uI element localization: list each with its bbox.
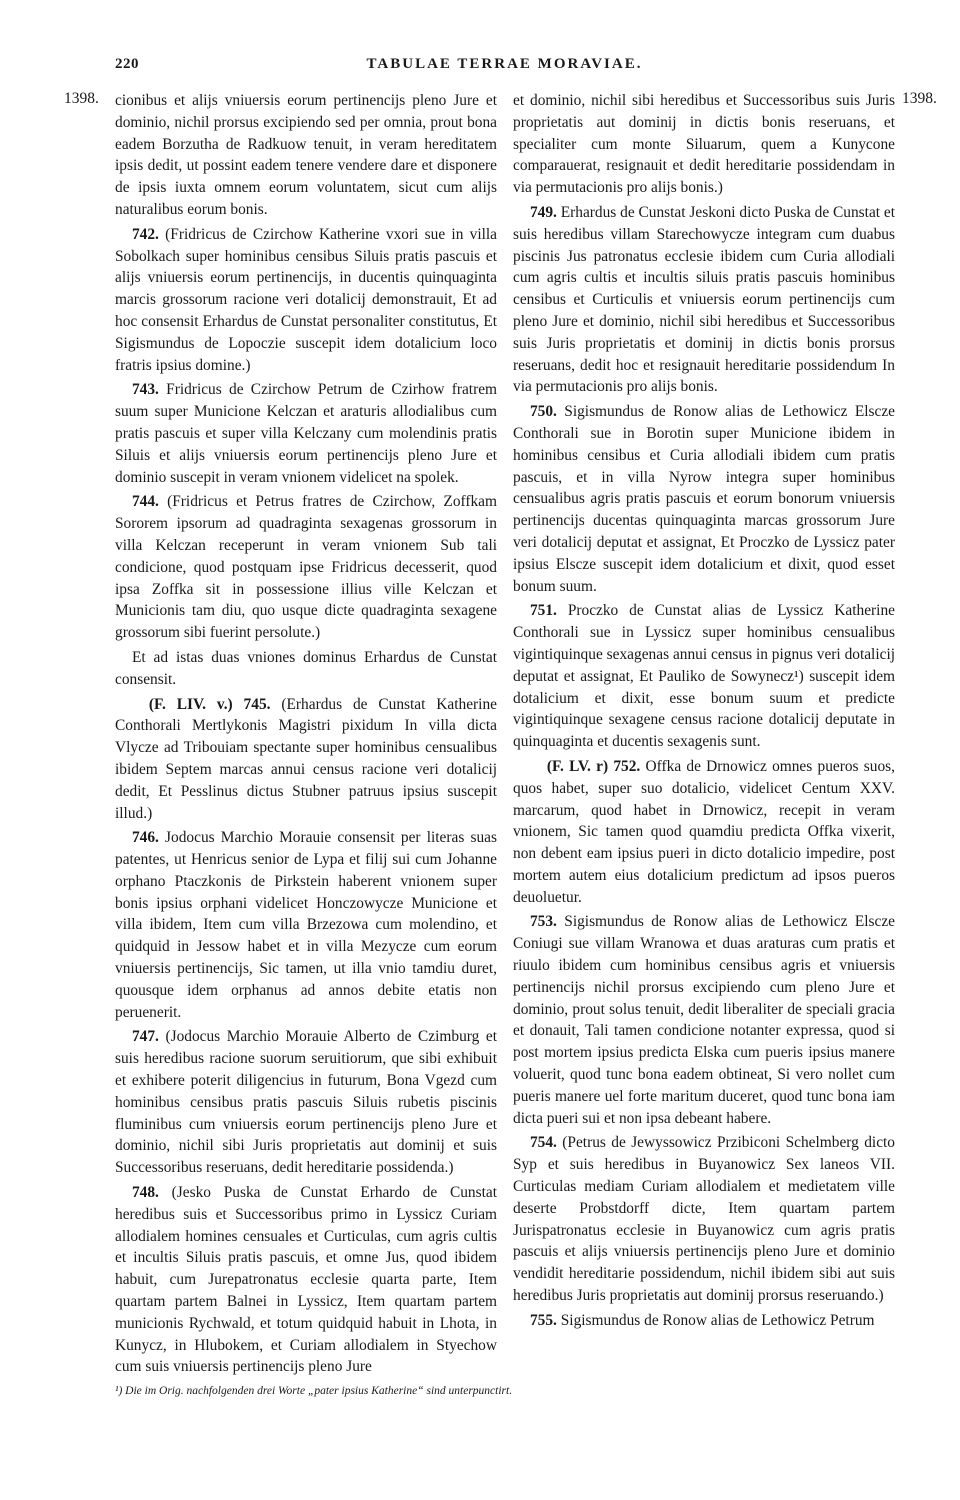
entry-text: et dominio, nichil sibi heredibus et Successoribus suis Juris proprietatis aut dominij in dictis bonis reseruans, et specialiter cum monte Siluarum, quem a Kunycone comparauerat, resignauit et dedit hereditarie possidendam in via permutacionis pro alijs bonis.) — [513, 92, 895, 197]
entry-number: 749. — [529, 203, 557, 221]
entry-paragraph — [115, 491, 497, 644]
entry-text: Proczko de Cunstat alias de Lyssicz Katherine Conthorali sue in Lyssicz super hominibus censualibus vigintiquinque sexagenas annui census in pignus veri dotalicij deputat et assignat, Et Pauliko de Sowynecz¹) suscepit idem dotalicium et dixit, esse bonum suum et predicte vigintiquinque sexagene census racione dotalicij deputate in quinquaginta et ducentis sexagenis sunt. — [513, 602, 895, 751]
entry-paragraph — [115, 827, 497, 1023]
entry-number: 747. — [131, 1028, 159, 1046]
entry-number: 748. — [131, 1184, 159, 1202]
entry-text: cionibus et alijs vniuersis eorum pertinencijs pleno Jure et dominio, nichil prorsus excipiendo sed per omnia, prout bona eadem Borzutha de Radkuow tenuit, in veram hereditatem ipsis dedit, ut possint eadem tenere vendere dare et disponere de ipsis iuxta omnem eorum voluntatem, sicut cum alijs naturalibus eorum bonis. — [115, 92, 497, 218]
entry-text: Fridricus de Czirchow Petrum de Czirhow fratrem suum super Municione Kelczan et araturis allodialibus cum pratis pascuis et super villa Kelczany cum molendinis pratis Siluis et alijs vniuersis eorum pertinencijs pleno Jure et dominio suscepit in veram vnionem videlicet na spolek. — [115, 381, 497, 486]
entry-text: Erhardus de Cunstat Jeskoni dicto Puska de Cunstat et suis heredibus villam Starechowycze integram cum duabus piscinis Jus patronatus ecclesie ibidem cum Curia allodiali cum agris cultis et incultis siluis pratis pascuis hominibus censibus et Curticulis et vniuersis eorum pertinencijs cum pleno Jure et dominio, nichil sibi heredibus et Successoribus suis Juris proprietatis et dominij in dictis bonis prorsus reseruans, dedit hoc et resignauit hereditarie possidendum In via permutacionis pro alijs bonis. — [513, 203, 896, 396]
entry-number: 743. — [131, 381, 159, 399]
entry-number: 751. — [529, 602, 557, 620]
entry-paragraph — [513, 202, 895, 398]
entry-number: 753. — [529, 913, 557, 931]
left-column — [115, 90, 497, 1381]
entry-paragraph — [513, 911, 895, 1129]
entry-number: 754. — [529, 1134, 557, 1152]
entry-paragraph — [513, 90, 895, 199]
entry-text: (Fridricus de Czirchow Katherine vxori sue in villa Sobolkach super hominibus censibus Siluis pratis pascuis et alijs vniuersis eorum pertinencijs, in ducentis quinquaginta marcis grossorum racione veri dotalicij demonstrauit, Et ad hoc consensit Erhardus de Cunstat personaliter constitutus, Et Sigismundus de Lopoczie suscepit idem dotalicium loco fratris ipsius domine.) — [115, 225, 497, 374]
entry-number: 746. — [131, 829, 159, 847]
entry-paragraph — [115, 647, 497, 691]
entry-paragraph — [115, 1182, 497, 1378]
year-marker-right: 1398. — [902, 90, 937, 107]
entry-paragraph — [513, 1310, 895, 1332]
page-number: 220 — [115, 56, 139, 72]
entry-number: 744. — [131, 493, 159, 511]
entry-text: (Jodocus Marchio Morauie Alberto de Czimburg et suis heredibus racione suorum seruitiorum, que sibi exhibuit et exhibere poterit diligencius in futurum, Bona Vgezd cum hominibus censibus pratis pascuis Siluis rubetis piscinis fluminibus cum vniuersis eorum pertinencijs pleno Jure et dominio, nichil sibi Juris proprietatis aut dominij et suis Successoribus reseruans, dedit hereditarie possidenda.) — [115, 1028, 497, 1177]
entry-text: (Jesko Puska de Cunstat Erhardo de Cunstat heredibus suis et Successoribus primo in Lyssicz Curiam allodialem homines censuales et Curticulas, cum agris cultis et incultis Siluis pratis pascuis, et omne Jus, quod ibidem habuit, cum Jurepatronatus ecclesie quarta parte, Item quartam partem Balnei in Lyssicz, Item quartam partem municionis Rychwald, et totum quidquid habuit in Lhota, in Kunycz, in Hlubokem, et Curiam allodialem in Styechow cum suis vniuersis pertinencijs pleno Jure — [115, 1184, 497, 1376]
footnote — [115, 1385, 894, 1397]
entry-text: Sigismundus de Ronow alias de Lethowicz Petrum — [560, 1311, 875, 1329]
entry-number: 755. — [529, 1311, 557, 1329]
entry-text: Et ad istas duas vniones dominus Erhardus de Cunstat consensit. — [115, 648, 497, 688]
entry-paragraph — [115, 90, 497, 221]
entry-text: Jodocus Marchio Morauie consensit per literas suas patentes, ut Henricus senior de Lypa et filij sui cum Johanne orphano Ptaczkonis de Pirkstein haberent vnionem super bonis ipsius orphani videlicet Honczowycze Municione et villa ibidem, Item cum villa Brzezowa cum molendino, et quidquid in Jessow habet et in villa Mezycze cum eorum vniuersis pertinencijs, Sic tamen, ut illa vnio tamdiu duret, quousque idem orphanus ad annos debite etatis non peruenerit. — [115, 829, 497, 1021]
entry-number: (F. LV. r) 752. — [546, 757, 641, 775]
running-title: TABULAE TERRAE MORAVIAE. — [366, 56, 643, 72]
entry-text: Sigismundus de Ronow alias de Lethowicz Elscze Coniugi sue villam Wranowa et duas araturas cum pratis et riuulo ibidem cum hominibus censibus agris et vniuersis pertinencijs nichil prorsus excipiendo cum pleno Jure et dominio, prout solus tenuit, dedit liberaliter de speciali gracia et donauit, Tali tamen condicione notanter expressa, quod si post mortem ipsius predicta Elska cum pueris ipsius manere voluerit, quod tunc bona eadem obtineat, Si vero nollet cum pueris manere uel forte maritum duceret, quod tunc bona iam dicta pueri sui et non ipsa debeant habere. — [513, 913, 895, 1127]
entry-paragraph — [513, 401, 895, 597]
entry-paragraph — [513, 756, 895, 909]
entry-paragraph — [115, 694, 497, 825]
entry-paragraph — [513, 1132, 895, 1306]
entry-paragraph — [513, 600, 895, 753]
year-marker-left: 1398. — [64, 90, 99, 107]
entry-number: 742. — [131, 225, 159, 243]
entry-text: (Petrus de Jewyssowicz Przibiconi Schelmberg dicto Syp et suis heredibus in Buyanowicz Sex laneos VII. Curticulas mediam Curiam allodialem et medietatem ville deserte Probstdorff dicte, Item quartam partem Jurispatronatus ecclesie in Buyanowicz cum agris pratis pascuis et alijs vniuersis pertinencijs pleno Jure et dominio vendidit hereditarie possidendum, nichil ibidem sibi aut suis heredibus Juris proprietatis aut dominij prorsus reseruando.) — [513, 1134, 895, 1305]
entry-number: (F. LIV. v.) 745. — [148, 695, 271, 713]
entry-paragraph — [115, 1026, 497, 1179]
entry-text: (Erhardus de Cunstat Katherine Conthorali Mertlykonis Magistri pixidum In villa dicta Vlycze ad Tribouiam spectante super hominibus censualibus ibidem Septem marcas annui census racione veri dotalicij dedit, Et Pesslinus dictus Stubner patruus ipsius suscepit illud.) — [115, 695, 497, 822]
entry-text: Sigismundus de Ronow alias de Lethowicz Elscze Conthorali sue in Borotin super Municione ibidem in hominibus censibus et Curia allodiali ibidem cum pratis pascuis, et in villa Nyrow integra super hominibus censualibus agris pratis pascuis et eorum bonorum vniuersis pertinencijs ducentas quinquaginta marcas grossorum Jure veri dotalicij deputat et assignat, Et Proczko de Lyssicz pater ipsius Elscze suscepit idem dotalicium et dixit, quod esset bonum suum. — [513, 403, 895, 595]
entry-text: Offka de Drnowicz omnes pueros suos, quos habet, super suo dotalicio, videlicet Centum XXV. marcarum, quod habet in Drnowicz, recepit in veram vnionem, Sic tamen quod quamdiu predicta Offka vixerit, non debent eam ipsius pueri in dicto dotalicio impedire, post mortem autem eius dotalicium predictum ad ipsos pueros deuoluetur. — [513, 757, 895, 906]
entry-text: (Fridricus et Petrus fratres de Czirchow, Zoffkam Sororem ipsorum ad quadraginta sexagenas grossorum in villa Kelczan receperunt in veram vnionem Sub tali condicione, quod postquam ipse Fridricus decesserit, quod ipsa Zoffka sit in possessione illius ville Kelczan et Municionis tam diu, quo usque dicte quadraginta sexagene grossorum sibi fuerint persolute.) — [115, 493, 497, 642]
entry-paragraph — [115, 224, 497, 377]
footnote-text: Die im Orig. nachfolgenden drei Worte „pater ipsius Katherine“ sind unterpunctirt. — [125, 1385, 513, 1397]
page-header — [115, 56, 894, 78]
entry-number: 750. — [529, 403, 557, 421]
footnote-marker: ¹) — [115, 1385, 123, 1397]
entry-paragraph — [115, 379, 497, 488]
right-column — [513, 90, 895, 1335]
